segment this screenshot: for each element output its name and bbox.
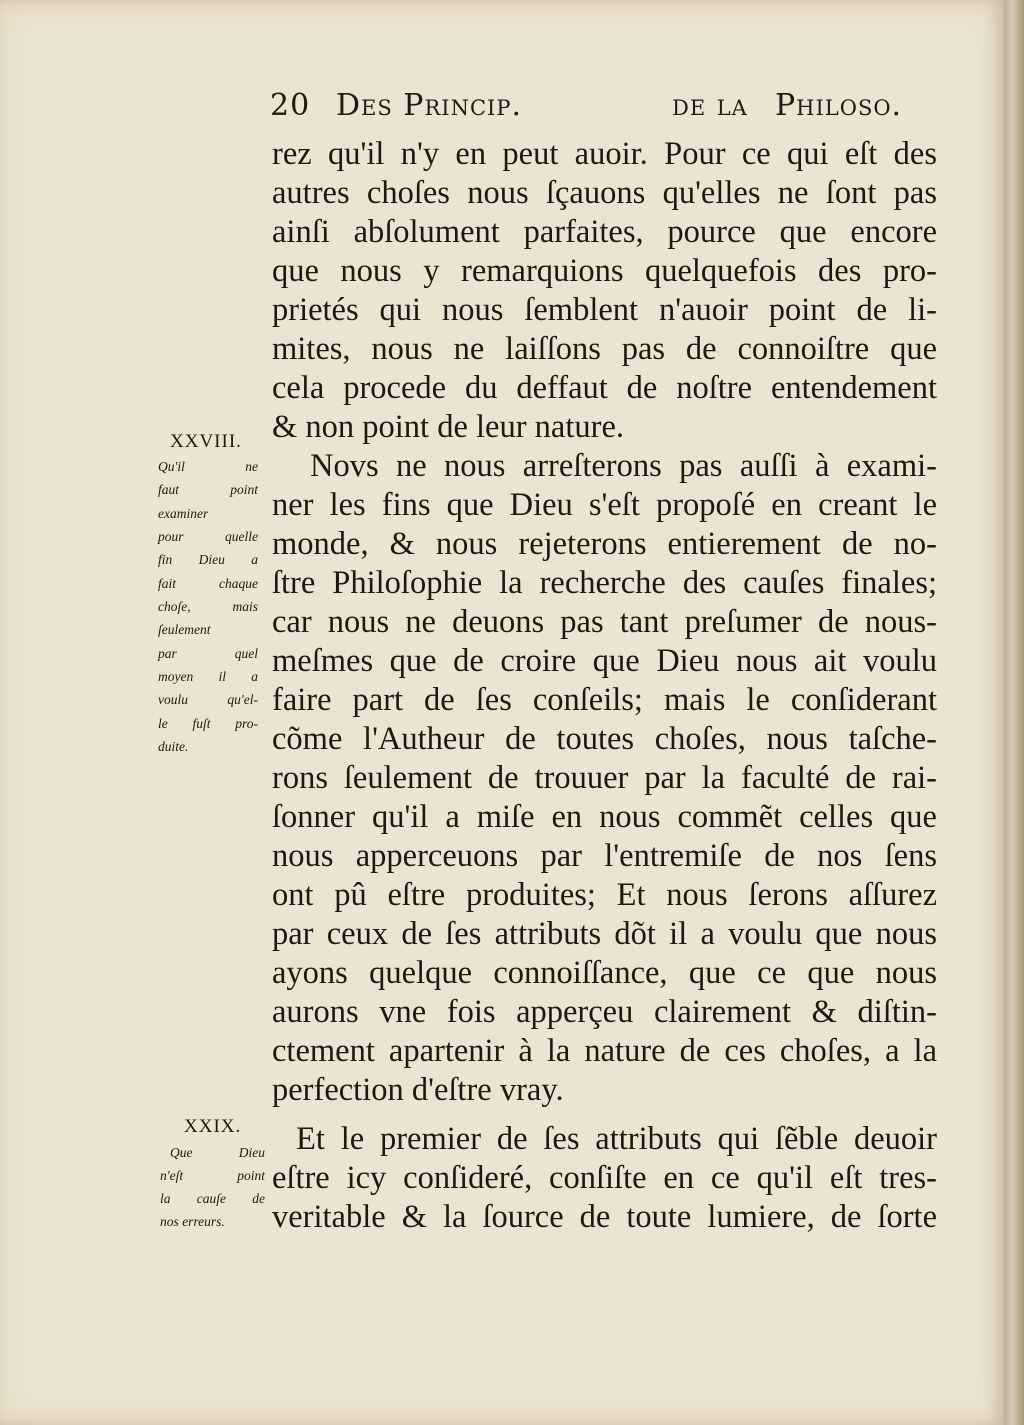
body-line: ſtre Philoſophie la recherche des cauſes finales; <box>272 565 937 601</box>
margin-note-line: la cauſe de <box>160 1191 265 1206</box>
page-edge <box>1004 0 1024 1425</box>
body-line: ayons quelque connoiſſance, que ce que nous <box>272 955 937 991</box>
body-line: faire part de ſes conſeils; mais le conſiderant <box>272 682 937 718</box>
margin-note-line: nos erreurs. <box>160 1214 225 1229</box>
body-line: ctement apartenir à la nature de ces choſes, a la <box>272 1033 937 1069</box>
body-line: ainſi abſolument parfaites, pource que encore <box>272 214 937 250</box>
margin-note-line: choſe, mais <box>158 599 258 614</box>
body-line: & non point de leur nature. <box>272 409 624 445</box>
body-line: car nous ne deuons pas tant preſumer de nous- <box>272 604 937 640</box>
body-line: prietés qui nous ſemblent n'auoir point de li- <box>272 292 937 328</box>
margin-note-line: fait chaque <box>158 576 258 591</box>
margin-note-line: ſeulement <box>158 622 211 637</box>
body-line: veritable & la ſource de toute lumiere, de ſorte <box>272 1199 937 1235</box>
margin-note-line: voulu qu'el- <box>158 692 258 707</box>
margin-note-line: examiner <box>158 506 209 521</box>
margin-note-line: Que Dieu <box>170 1145 265 1160</box>
margin-note-line: le fuſt pro- <box>158 716 258 731</box>
body-line: cõme l'Autheur de toutes choſes, nous taſche- <box>272 721 937 757</box>
body-line: cela procede du deffaut de noſtre entendement <box>272 370 937 406</box>
body-line: autres choſes nous ſçauons qu'elles ne ſont pas <box>272 175 937 211</box>
margin-note-line: pour quelle <box>158 529 258 544</box>
body-line: nous apperceuons par l'entremiſe de nos ſens <box>272 838 937 874</box>
article-number: XXVIII. <box>170 431 242 452</box>
margin-note-line: Qu'il ne <box>158 459 258 474</box>
body-line: meſmes que de croire que Dieu nous ait voulu <box>272 643 937 679</box>
running-title-left: Des Princip. <box>336 88 523 123</box>
body-line: rez qu'il n'y en peut auoir. Pour ce qui eſt des <box>272 136 937 172</box>
body-line: rons ſeulement de trouuer par la faculté de rai- <box>272 760 937 796</box>
body-line: mites, nous ne laiſſons pas de connoiſtre que <box>272 331 937 367</box>
page-number: 20 <box>270 88 311 123</box>
body-line-paragraph-start: Et le premier de ſes attributs qui ſẽble deuoir <box>296 1121 937 1157</box>
body-line: eſtre icy conſideré, conſiſte en ce qu'il eſt tres- <box>272 1160 937 1196</box>
margin-note-line: moyen il a <box>158 669 258 684</box>
margin-note-line: n'eſt point <box>160 1168 265 1183</box>
margin-note-line: duite. <box>158 739 189 754</box>
body-line: que nous y remarquions quelquefois des pro- <box>272 253 937 289</box>
page-header <box>270 88 940 130</box>
body-line: monde, & nous rejeterons entierement de no- <box>272 526 937 562</box>
body-line-paragraph-start: Novs ne nous arreſterons pas auſſi à exami- <box>310 448 937 484</box>
body-line: ſonner qu'il a miſe en nous commẽt celles que <box>272 799 937 835</box>
body-line: ner les fins que Dieu s'eſt propoſé en creant le <box>272 487 937 523</box>
margin-note-line: par quel <box>158 646 258 661</box>
body-line: par ceux de ſes attributs dõt il a voulu que nous <box>272 916 937 952</box>
body-line: ont pû eſtre produites; Et nous ſerons aſſurez <box>272 877 937 913</box>
body-line: perfection d'eſtre vray. <box>272 1072 564 1108</box>
article-number: XXIX. <box>184 1116 242 1137</box>
running-title-right: Philoso. <box>775 88 903 123</box>
body-line: aurons vne fois apperçeu clairement & diſtin- <box>272 994 937 1030</box>
margin-note-line: fin Dieu a <box>158 552 258 567</box>
running-title-mid: de la <box>672 88 748 123</box>
margin-note-line: faut point <box>158 482 258 497</box>
